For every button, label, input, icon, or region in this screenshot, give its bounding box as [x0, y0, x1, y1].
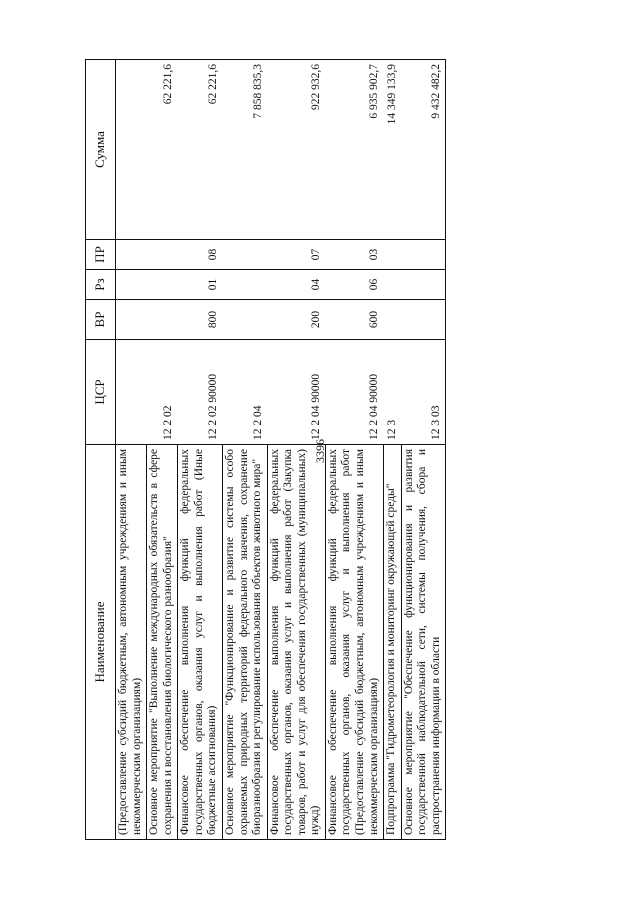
row-csr: 12 2 04 90000	[325, 340, 383, 445]
row-csr: 12 3 03	[401, 340, 446, 445]
row-rz: 04	[267, 270, 325, 300]
table-row	[267, 60, 325, 840]
row-pr	[116, 240, 147, 270]
row-name: Основное мероприятие "Функционирование и развитие системы особо охраняемых природных территорий федерального значения, сохранение биоразнообразия и регулирование использования объектов животного мира"	[222, 445, 267, 840]
row-sum: 6 935 902,7	[325, 60, 383, 240]
row-pr: 08	[178, 240, 223, 270]
table-body	[116, 60, 446, 840]
row-vr	[384, 300, 402, 340]
row-rz: 01	[178, 270, 223, 300]
table-row	[325, 60, 383, 840]
row-vr: 600	[325, 300, 383, 340]
row-vr	[116, 300, 147, 340]
row-pr: 07	[267, 240, 325, 270]
table-header	[86, 60, 116, 840]
row-csr: 12 3	[384, 340, 402, 445]
header-vr: ВР	[86, 300, 116, 340]
row-name: Основное мероприятие "Обеспечение функционирования и развития государственной наблюдательной сети, системы получения, сбора и распространения информации в области	[401, 445, 446, 840]
row-csr: 12 2 02 90000	[178, 340, 223, 445]
row-sum	[116, 60, 147, 240]
header-csr: ЦСР	[86, 340, 116, 445]
header-pr: ПР	[86, 240, 116, 270]
row-name: Финансовое обеспечение выполнения функций федеральных государственных органов, оказания услуг и выполнения работ (Иные бюджетные ассигнования)	[178, 445, 223, 840]
row-vr: 800	[178, 300, 223, 340]
row-rz: 06	[325, 270, 383, 300]
table-row	[222, 60, 267, 840]
row-csr	[116, 340, 147, 445]
row-pr	[384, 240, 402, 270]
row-vr: 200	[267, 300, 325, 340]
row-rz	[384, 270, 402, 300]
rotated-table-container	[85, 60, 611, 840]
row-rz	[222, 270, 267, 300]
row-rz	[147, 270, 178, 300]
row-sum: 62 221,6	[178, 60, 223, 240]
row-name: Финансовое обеспечение выполнения функций федеральных государственных органов, оказания услуг и выполнения работ (Закупка товаров, работ и услуг для обеспечения государственных (муниципальных) нужд)	[267, 445, 325, 840]
row-sum: 7 858 835,3	[222, 60, 267, 240]
row-name: (Предоставление субсидий бюджетным, автономным учреждениям и иным некоммерческим организациям)	[116, 445, 147, 840]
row-csr: 12 2 04 90000	[267, 340, 325, 445]
header-rz: Рз	[86, 270, 116, 300]
row-pr: 03	[325, 240, 383, 270]
row-pr	[147, 240, 178, 270]
table-row	[384, 60, 402, 840]
row-rz	[116, 270, 147, 300]
table-row	[178, 60, 223, 840]
table-row	[401, 60, 446, 840]
row-sum: 62 221,6	[147, 60, 178, 240]
budget-table	[85, 59, 446, 840]
header-sum: Сумма	[86, 60, 116, 240]
table-row	[116, 60, 147, 840]
row-vr	[147, 300, 178, 340]
row-sum: 14 349 133,9	[384, 60, 402, 240]
header-row	[86, 60, 116, 840]
page-number: 3396	[313, 439, 327, 463]
row-vr	[222, 300, 267, 340]
row-name: Финансовое обеспечение выполнения функций федеральных государственных органов, оказания услуг и выполнения работ (Предоставление субсидий бюджетным, автономным учреждениям и иным некоммерческим организациям)	[325, 445, 383, 840]
header-name: Наименование	[86, 445, 116, 840]
row-sum: 9 432 482,2	[401, 60, 446, 240]
row-name: Основное мероприятие "Выполнение международных обязательств в сфере сохранения и восстановления биологического разнообразия"	[147, 445, 178, 840]
row-rz	[401, 270, 446, 300]
table-row	[147, 60, 178, 840]
row-vr	[401, 300, 446, 340]
row-sum: 922 932,6	[267, 60, 325, 240]
row-csr: 12 2 04	[222, 340, 267, 445]
row-pr	[401, 240, 446, 270]
row-csr: 12 2 02	[147, 340, 178, 445]
row-name: Подпрограмма "Гидрометеорология и мониторинг окружающей среды"	[384, 445, 402, 840]
row-pr	[222, 240, 267, 270]
